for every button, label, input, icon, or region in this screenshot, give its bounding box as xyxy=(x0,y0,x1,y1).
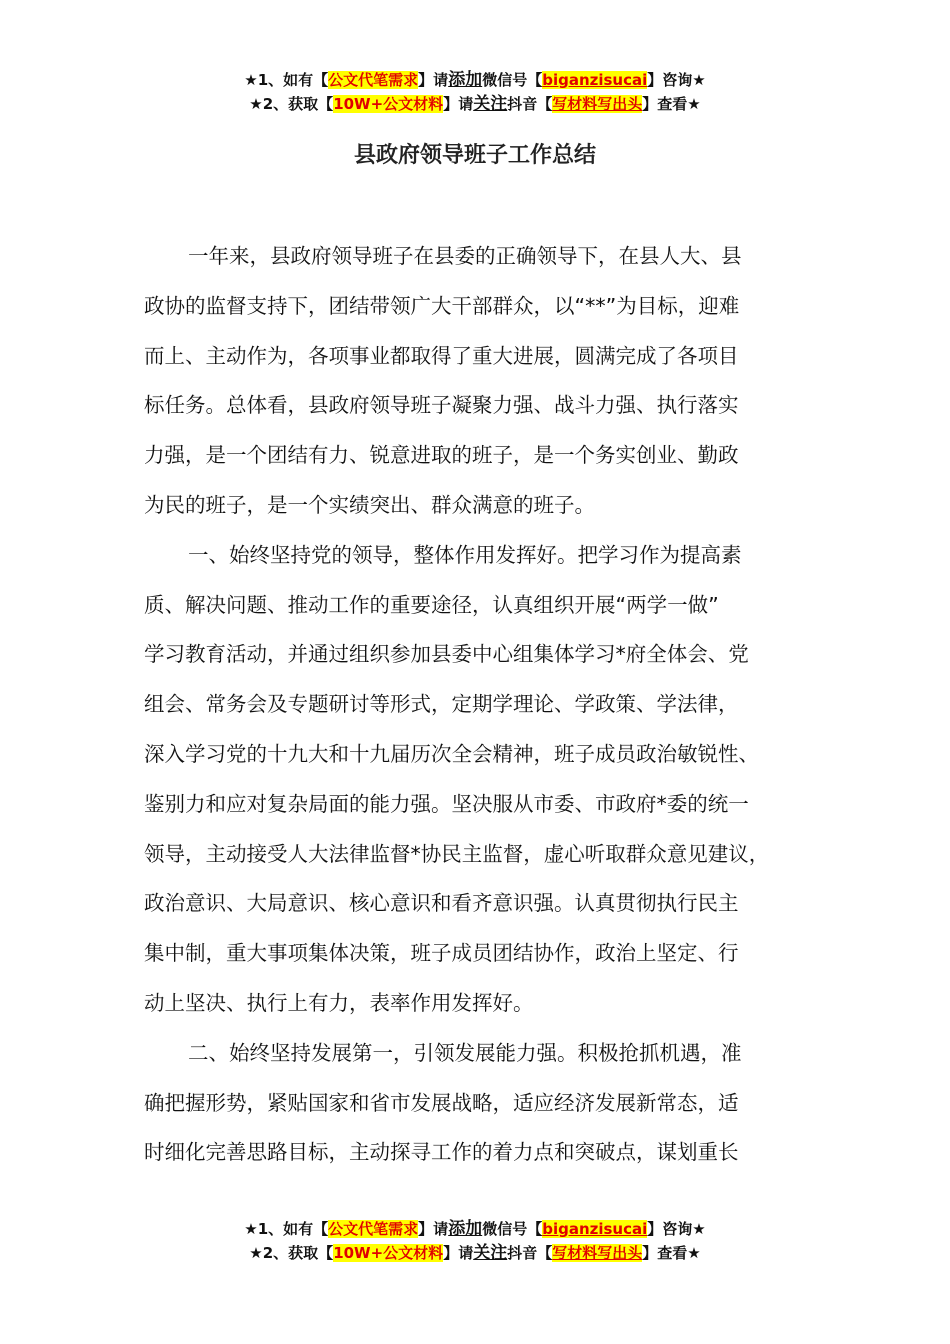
document-body xyxy=(144,232,824,1178)
footer-banner xyxy=(0,1217,950,1265)
banner-line-2: ★2、获取【10W+公文材料】请关注抖音【写材料写出头】查看★ xyxy=(249,94,701,114)
header-banner xyxy=(0,68,950,116)
highlight: 10W+公文材料 xyxy=(333,1244,444,1262)
text-line: 动上坚决、执行上有力，表率作用发挥好。 xyxy=(144,990,534,1015)
text-line: 力强，是一个团结有力、锐意进取的班子，是一个务实创业、勤政 xyxy=(144,443,739,468)
text-line: 标任务。总体看，县政府领导班子凝聚力强、战斗力强、执行落实 xyxy=(144,393,739,418)
banner-line-1: ★1、如有【公文代笔需求】请添加微信号【biganzisucai】咨询★ xyxy=(244,1219,706,1239)
text-line: 质、解决问题、推动工作的重要途径，认真组织开展“两学一做” xyxy=(144,592,719,617)
document-title: 县政府领导班子工作总结 xyxy=(353,143,596,168)
text-line: 一年来，县政府领导班子在县委的正确领导下，在县人大、县 xyxy=(188,244,742,268)
text-line: 鉴别力和应对复杂局面的能力强。坚决服从市委、市政府*委的统一 xyxy=(144,791,749,816)
text-line: 组会、常务会及专题研讨等形式，定期学理论、学政策、学法律， xyxy=(144,692,739,717)
wechat-id: biganzisucai xyxy=(542,1220,648,1238)
text-line: 二、始终坚持发展第一，引领发展能力强。积极抢抓机遇，准 xyxy=(188,1040,742,1065)
highlight: 公文代笔需求 xyxy=(328,71,419,89)
banner-line-2: ★2、获取【10W+公文材料】请关注抖音【写材料写出头】查看★ xyxy=(249,1243,701,1263)
text-line: 为民的班子，是一个实绩突出、群众满意的班子。 xyxy=(144,492,595,517)
text-line: 领导，主动接受人大法律监督*协民主监督，虚心听取群众意见建议， xyxy=(144,841,770,866)
text-line: 深入学习党的十九大和十九届历次全会精神，班子成员政治敏锐性、 xyxy=(144,741,759,766)
text-line: 确把握形势，紧贴国家和省市发展战略，适应经济发展新常态，适 xyxy=(144,1090,739,1115)
text-line: 政协的监督支持下，团结带领广大干部群众，以“**”为目标，迎难 xyxy=(144,293,740,318)
highlight: 10W+公文材料 xyxy=(333,95,444,113)
douyin-id: 写材料写出头 xyxy=(552,1244,643,1262)
text-line: 一、始终坚持党的领导，整体作用发挥好。把学习作为提高素 xyxy=(188,542,742,567)
banner-line-1: ★1、如有【公文代笔需求】请添加微信号【biganzisucai】咨询★ xyxy=(244,70,706,90)
text-line: 时细化完善思路目标，主动探寻工作的着力点和突破点，谋划重长 xyxy=(144,1140,739,1165)
text-line: 学习教育活动，并通过组织参加县委中心组集体学习*府全体会、党 xyxy=(144,642,749,667)
highlight: 公文代笔需求 xyxy=(328,1220,419,1238)
wechat-id: biganzisucai xyxy=(542,71,648,89)
text-line: 集中制，重大事项集体决策，班子成员团结协作，政治上坚定、行 xyxy=(144,941,739,966)
text-line: 政治意识、大局意识、核心意识和看齐意识强。认真贯彻执行民主 xyxy=(144,891,739,916)
text-line: 而上、主动作为，各项事业都取得了重大进展，圆满完成了各项目 xyxy=(144,343,739,368)
douyin-id: 写材料写出头 xyxy=(552,95,643,113)
